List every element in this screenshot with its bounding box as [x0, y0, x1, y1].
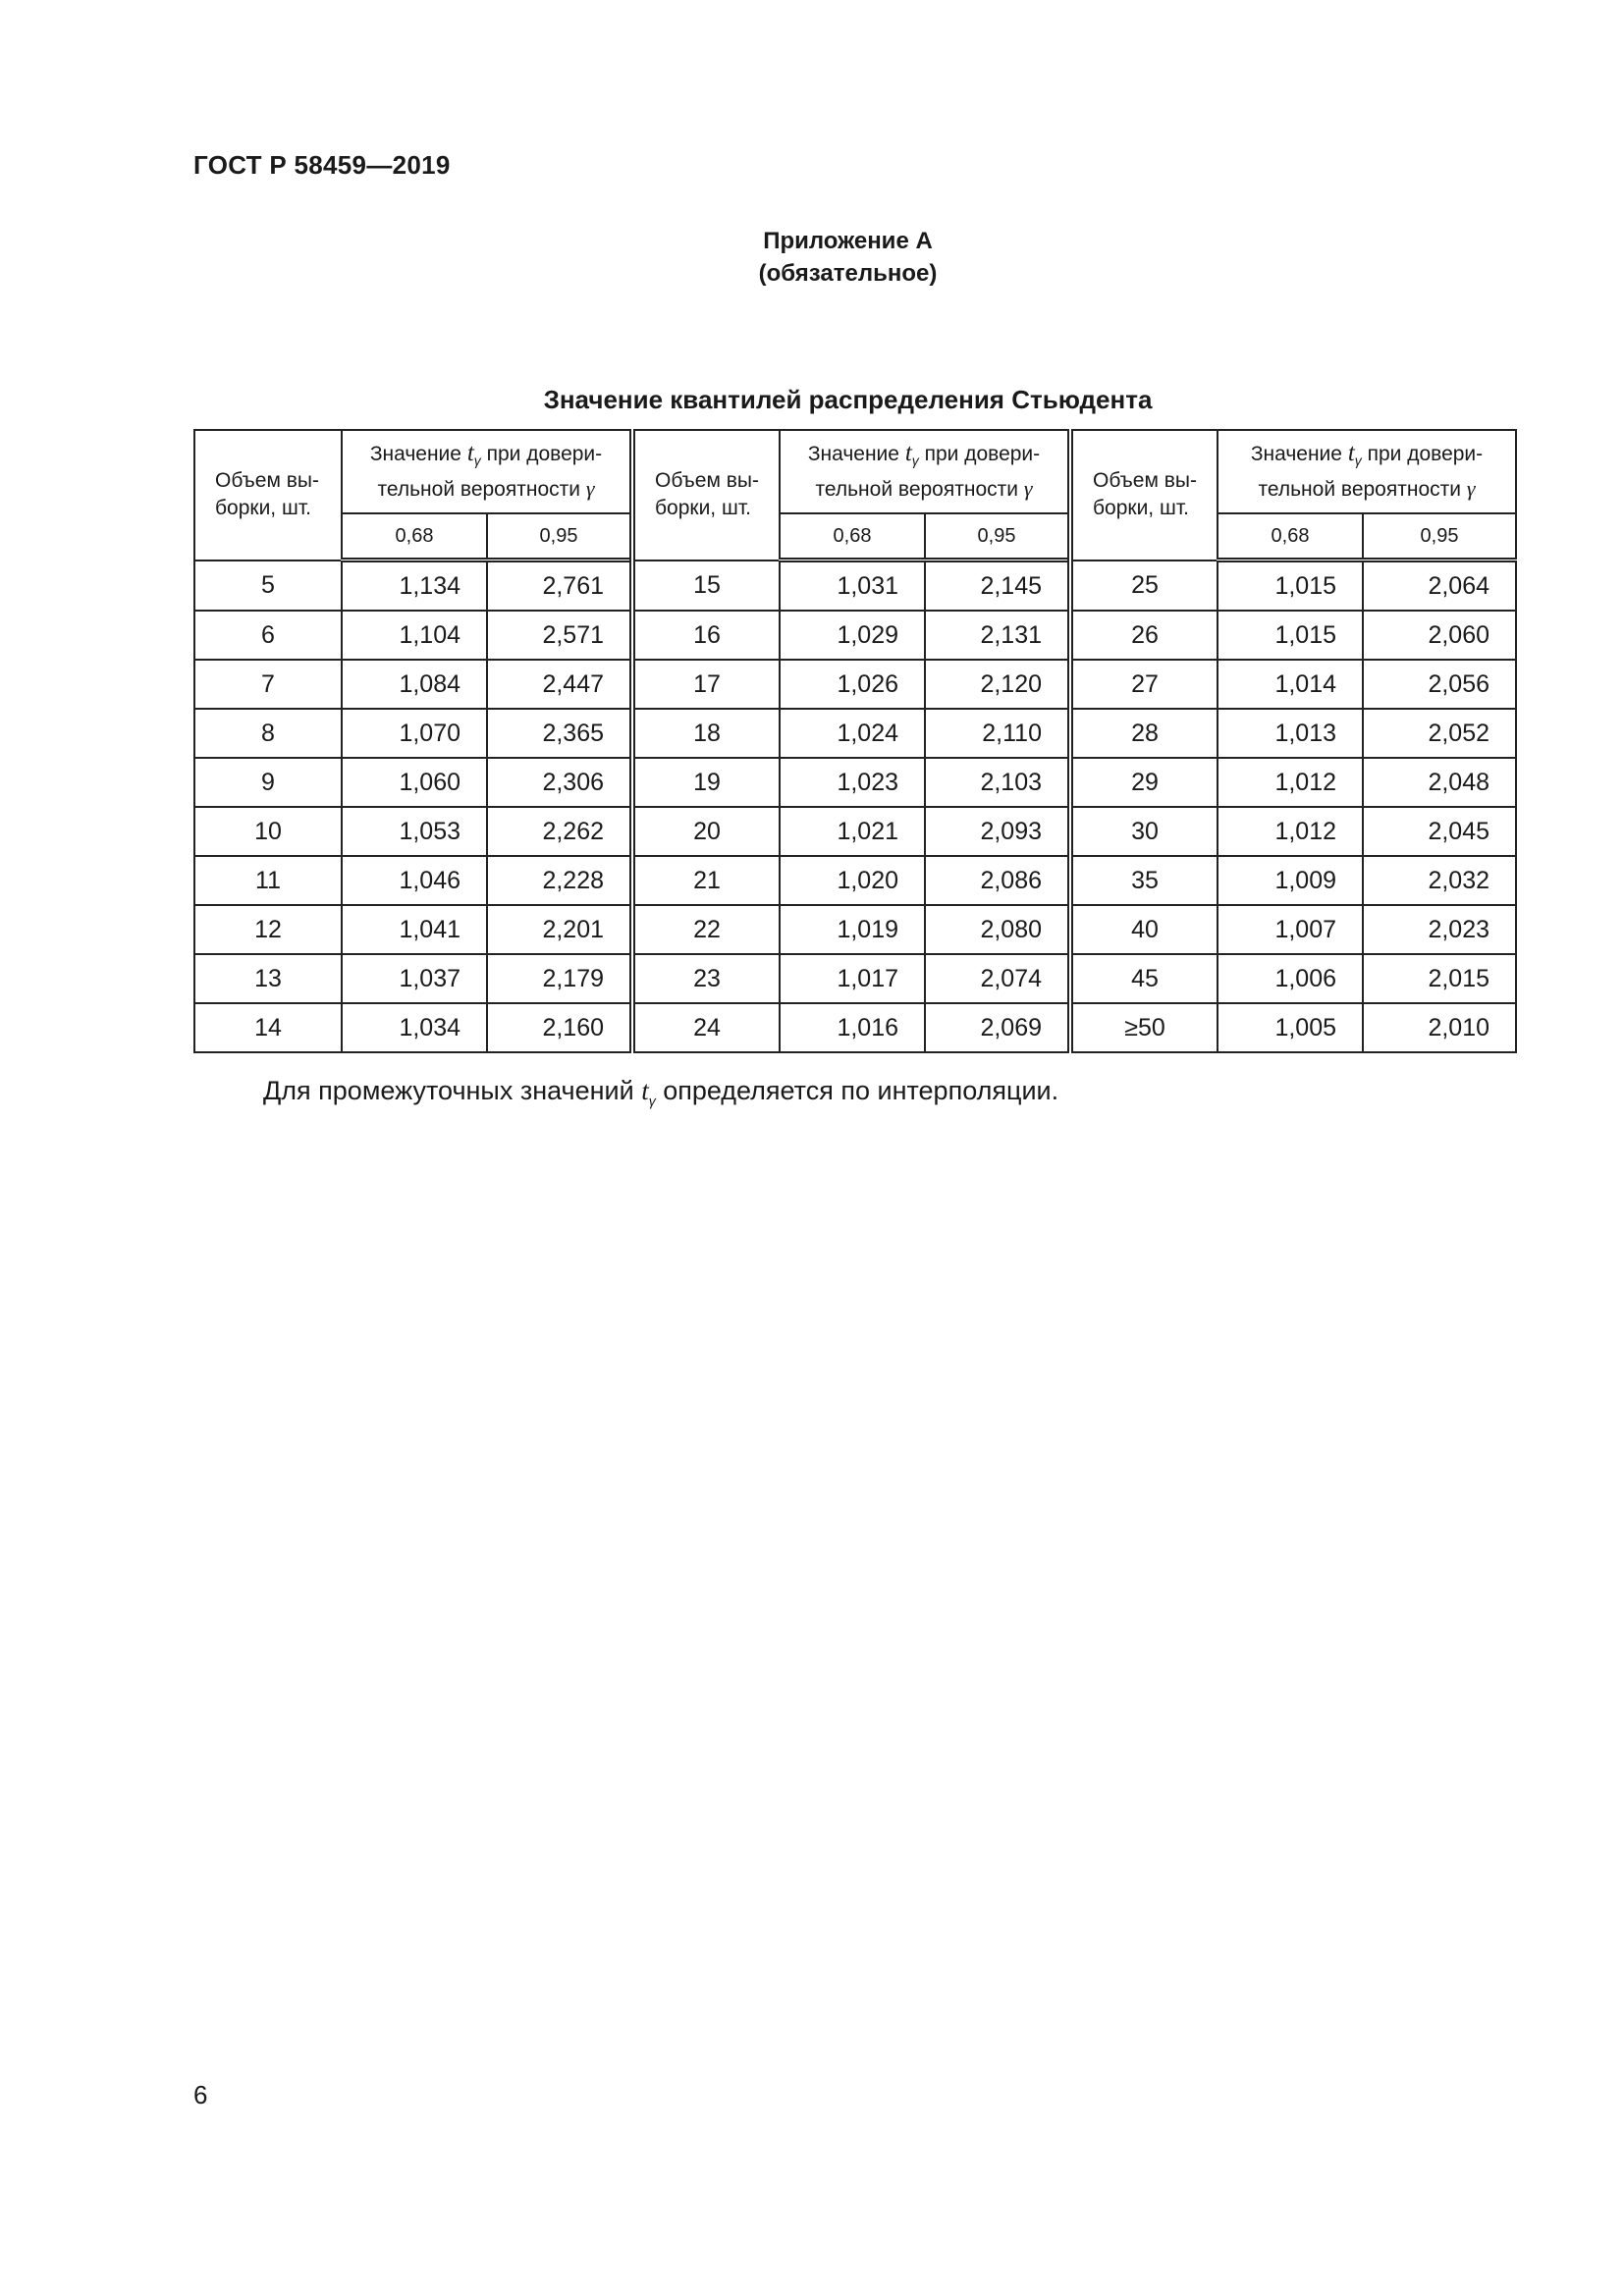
quantile-068-cell: 1,084 [342, 660, 487, 709]
sample-size-cell: 21 [632, 856, 780, 905]
gamma-symbol: γ [585, 475, 595, 501]
quantile-068-cell: 1,012 [1218, 807, 1363, 856]
interpolation-note [263, 1076, 1058, 1108]
quantile-068-cell: 1,021 [780, 807, 925, 856]
quantile-068-cell: 1,023 [780, 758, 925, 807]
value-header-text: Значение [807, 443, 905, 466]
sample-size-cell: 45 [1070, 954, 1218, 1003]
student-quantiles-table [193, 429, 1517, 1053]
quantile-095-cell: 2,571 [487, 611, 632, 660]
quantile-068-cell: 1,020 [780, 856, 925, 905]
sample-size-cell: 40 [1070, 905, 1218, 954]
quantile-068-cell: 1,053 [342, 807, 487, 856]
value-header-text: Значение [1250, 443, 1348, 466]
quantile-095-cell: 2,179 [487, 954, 632, 1003]
quantile-095-cell: 2,145 [925, 561, 1070, 612]
quantile-068-cell: 1,014 [1218, 660, 1363, 709]
quantile-095-cell: 2,110 [925, 709, 1070, 758]
sample-size-cell: 13 [194, 954, 342, 1003]
table-row [194, 1003, 1516, 1052]
page-number: 6 [193, 2080, 208, 2109]
document-code: ГОСТ Р 58459—2019 [193, 150, 451, 180]
gamma-subscript: γ [473, 453, 481, 469]
prob-095-header: 0,95 [925, 513, 1070, 561]
prob-095-header: 0,95 [487, 513, 632, 561]
quantile-095-cell: 2,052 [1363, 709, 1516, 758]
quantile-068-cell: 1,070 [342, 709, 487, 758]
value-header [342, 430, 632, 513]
quantile-095-cell: 2,306 [487, 758, 632, 807]
quantile-068-cell: 1,005 [1218, 1003, 1363, 1052]
sample-size-cell: 23 [632, 954, 780, 1003]
quantile-068-cell: 1,031 [780, 561, 925, 612]
table-row [194, 954, 1516, 1003]
quantile-095-cell: 2,160 [487, 1003, 632, 1052]
t-symbol: t [1347, 440, 1355, 467]
note-text: Для промежуточных значений [263, 1076, 642, 1105]
quantile-068-cell: 1,016 [780, 1003, 925, 1052]
t-symbol: t [641, 1076, 649, 1105]
sample-size-cell: 28 [1070, 709, 1218, 758]
quantile-095-cell: 2,069 [925, 1003, 1070, 1052]
table-title: Значение квантилей распределения Стьюдента [543, 385, 1153, 414]
quantile-068-cell: 1,104 [342, 611, 487, 660]
sample-size-cell: 30 [1070, 807, 1218, 856]
sample-size-cell: 7 [194, 660, 342, 709]
quantile-068-cell: 1,046 [342, 856, 487, 905]
quantile-095-cell: 2,365 [487, 709, 632, 758]
prob-068-header: 0,68 [342, 513, 487, 561]
quantile-068-cell: 1,134 [342, 561, 487, 612]
gamma-symbol: γ [1023, 475, 1033, 501]
size-header: Объем вы- борки, шт. [1070, 430, 1218, 561]
quantile-095-cell: 2,761 [487, 561, 632, 612]
sample-size-cell: 14 [194, 1003, 342, 1052]
quantile-095-cell: 2,064 [1363, 561, 1516, 612]
note-text: определяется по интерполяции. [655, 1076, 1059, 1105]
quantile-095-cell: 2,103 [925, 758, 1070, 807]
appendix-heading [0, 225, 1624, 290]
sample-size-cell: 12 [194, 905, 342, 954]
sample-size-cell: 10 [194, 807, 342, 856]
quantile-068-cell: 1,015 [1218, 611, 1363, 660]
value-header-text: Значение [369, 443, 467, 466]
quantile-095-cell: 2,262 [487, 807, 632, 856]
sample-size-cell: 27 [1070, 660, 1218, 709]
sample-size-cell: 6 [194, 611, 342, 660]
sample-size-cell: 19 [632, 758, 780, 807]
table-row [194, 807, 1516, 856]
quantile-095-cell: 2,015 [1363, 954, 1516, 1003]
quantile-095-cell: 2,056 [1363, 660, 1516, 709]
sample-size-cell: 26 [1070, 611, 1218, 660]
quantile-095-cell: 2,086 [925, 856, 1070, 905]
sample-size-cell: 16 [632, 611, 780, 660]
sample-size-cell: 22 [632, 905, 780, 954]
table-row [194, 709, 1516, 758]
table-body [194, 561, 1516, 1053]
sample-size-cell: 20 [632, 807, 780, 856]
quantile-095-cell: 2,045 [1363, 807, 1516, 856]
sample-size-cell: 25 [1070, 561, 1218, 612]
prob-068-header: 0,68 [780, 513, 925, 561]
quantile-068-cell: 1,017 [780, 954, 925, 1003]
header-row [194, 430, 1516, 513]
size-header: Объем вы- борки, шт. [194, 430, 342, 561]
sample-size-cell: 15 [632, 561, 780, 612]
table-row [194, 758, 1516, 807]
quantile-095-cell: 2,023 [1363, 905, 1516, 954]
table-row [194, 561, 1516, 612]
quantile-095-cell: 2,201 [487, 905, 632, 954]
quantile-095-cell: 2,010 [1363, 1003, 1516, 1052]
sample-size-cell: 24 [632, 1003, 780, 1052]
sample-size-cell: 29 [1070, 758, 1218, 807]
quantile-068-cell: 1,041 [342, 905, 487, 954]
quantile-095-cell: 2,074 [925, 954, 1070, 1003]
t-symbol: t [904, 440, 912, 467]
size-header: Объем вы- борки, шт. [632, 430, 780, 561]
gamma-symbol: γ [1466, 475, 1476, 501]
t-symbol: t [466, 440, 474, 467]
quantile-068-cell: 1,029 [780, 611, 925, 660]
quantile-068-cell: 1,007 [1218, 905, 1363, 954]
value-header-text: при довери- тельной вероятности [1258, 443, 1484, 501]
quantile-068-cell: 1,015 [1218, 561, 1363, 612]
value-header [780, 430, 1070, 513]
quantile-095-cell: 2,048 [1363, 758, 1516, 807]
quantile-068-cell: 1,013 [1218, 709, 1363, 758]
sample-size-cell: 5 [194, 561, 342, 612]
prob-068-header: 0,68 [1218, 513, 1363, 561]
gamma-subscript: γ [911, 453, 919, 469]
sample-size-cell: ≥50 [1070, 1003, 1218, 1052]
quantile-095-cell: 2,093 [925, 807, 1070, 856]
quantile-095-cell: 2,120 [925, 660, 1070, 709]
table-row [194, 660, 1516, 709]
value-header-text: при довери- тельной вероятности [377, 443, 603, 501]
table-row [194, 856, 1516, 905]
quantile-068-cell: 1,024 [780, 709, 925, 758]
gamma-subscript: γ [1354, 453, 1362, 469]
value-header-text: при довери- тельной вероятности [815, 443, 1041, 501]
quantile-068-cell: 1,006 [1218, 954, 1363, 1003]
quantile-068-cell: 1,019 [780, 905, 925, 954]
quantile-095-cell: 2,060 [1363, 611, 1516, 660]
quantile-068-cell: 1,034 [342, 1003, 487, 1052]
quantile-095-cell: 2,080 [925, 905, 1070, 954]
value-header [1218, 430, 1516, 513]
prob-095-header: 0,95 [1363, 513, 1516, 561]
quantile-068-cell: 1,012 [1218, 758, 1363, 807]
table-row [194, 905, 1516, 954]
sample-size-cell: 9 [194, 758, 342, 807]
quantile-068-cell: 1,060 [342, 758, 487, 807]
quantile-095-cell: 2,032 [1363, 856, 1516, 905]
table-row [194, 611, 1516, 660]
probability-row [194, 513, 1516, 561]
sample-size-cell: 8 [194, 709, 342, 758]
quantile-068-cell: 1,009 [1218, 856, 1363, 905]
sample-size-cell: 17 [632, 660, 780, 709]
sample-size-cell: 11 [194, 856, 342, 905]
gamma-subscript: γ [648, 1093, 656, 1109]
quantile-095-cell: 2,447 [487, 660, 632, 709]
sample-size-cell: 18 [632, 709, 780, 758]
quantile-068-cell: 1,037 [342, 954, 487, 1003]
quantile-095-cell: 2,131 [925, 611, 1070, 660]
appendix-title: Приложение А [763, 228, 933, 254]
quantile-095-cell: 2,228 [487, 856, 632, 905]
appendix-subtitle: (обязательное) [758, 260, 938, 287]
sample-size-cell: 35 [1070, 856, 1218, 905]
quantile-068-cell: 1,026 [780, 660, 925, 709]
